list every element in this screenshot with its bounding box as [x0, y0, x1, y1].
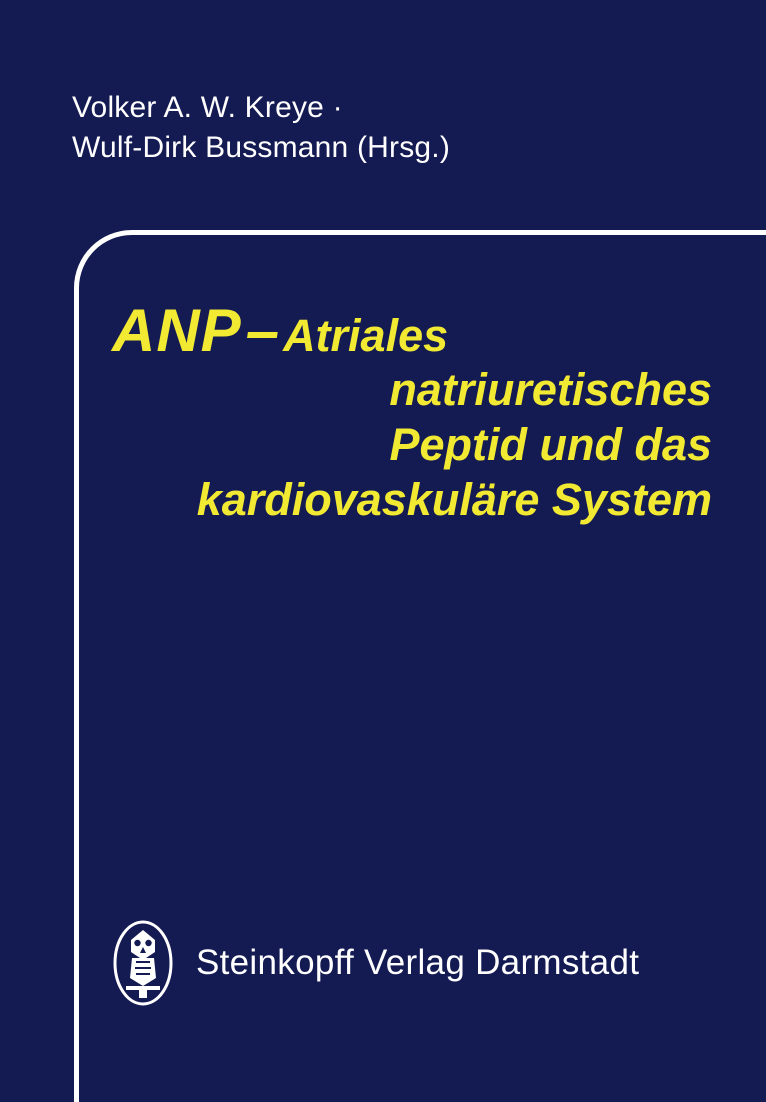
title-acronym: ANP — [112, 297, 242, 364]
author-line-2: Wulf-Dirk Bussmann (Hrsg.) — [72, 130, 451, 164]
title-line-2: natriuretisches — [389, 364, 712, 416]
book-title — [112, 297, 712, 528]
title-line-4: kardiovaskuläre System — [196, 473, 712, 525]
title-line-3: Peptid und das — [389, 419, 712, 471]
author-line-1: Volker A. W. Kreye · — [72, 91, 343, 124]
title-remaining-lines — [112, 363, 712, 528]
publisher-name: Steinkopff Verlag Darmstadt — [196, 943, 640, 982]
title-line-1-rest: Atriales — [283, 310, 449, 361]
steinkopff-owl-logo-icon — [112, 920, 174, 1006]
title-dash: – — [245, 297, 280, 364]
title-line-1 — [112, 297, 712, 364]
publisher-block — [112, 920, 639, 1006]
authors-block — [72, 88, 692, 167]
